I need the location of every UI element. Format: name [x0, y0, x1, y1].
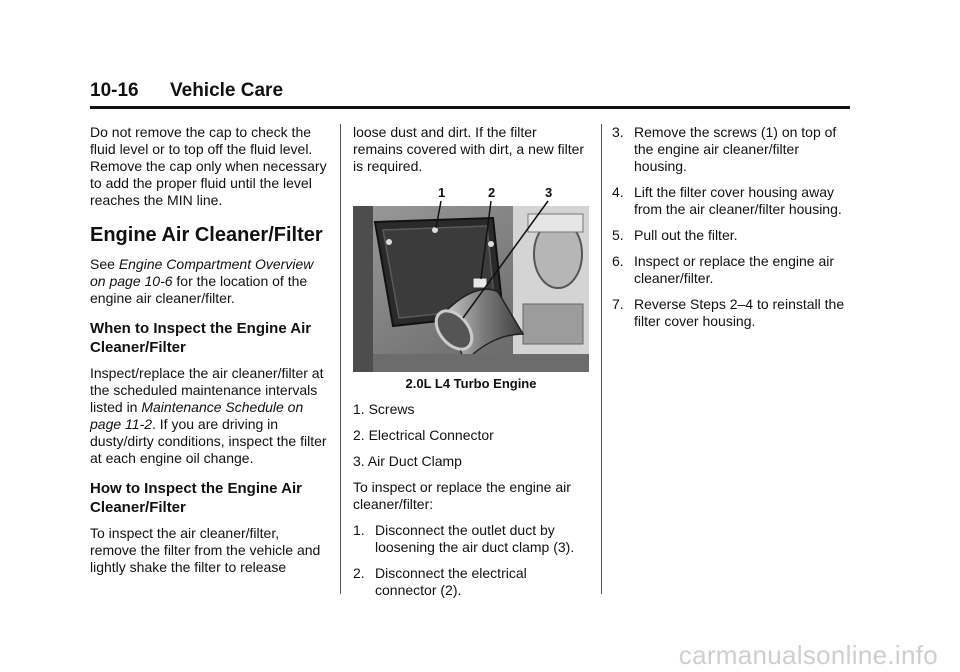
step-text: Lift the filter cover housing away from the air cleaner/filter housing.	[634, 184, 842, 217]
when-prefix: Inspect/replace the air cleaner/filter at the scheduled maintenance intervals listed in	[90, 365, 324, 415]
step-text: Remove the screws (1) on top of the engine air cleaner/filter housing.	[634, 124, 837, 174]
column-1	[90, 124, 328, 585]
when-paragraph	[90, 365, 328, 467]
step-text: Inspect or replace the engine air cleaner/filter.	[634, 253, 835, 286]
intro-paragraph: Do not remove the cap to check the fluid level or to top off the fluid level. Remove the cap only when necessary to add the proper fluid until the level reaches the MIN line.	[90, 124, 327, 208]
subheading-how: How to Inspect the Engine Air Cleaner/Filter	[90, 480, 302, 516]
step-item	[612, 227, 852, 244]
legend-item: 3. Air Duct Clamp	[353, 453, 462, 469]
legend-item: 2. Electrical Connector	[353, 427, 494, 443]
step-text: Reverse Steps 2–4 to reinstall the filter cover housing.	[634, 296, 845, 329]
step-item	[612, 184, 852, 218]
section-heading: Engine Air Cleaner/Filter	[90, 224, 323, 246]
screw	[432, 227, 438, 233]
step-number: 4.	[612, 184, 624, 200]
legend-item: 1. Screws	[353, 401, 415, 417]
column-divider	[601, 124, 602, 594]
step-number: 6.	[612, 253, 624, 269]
step-number: 7.	[612, 296, 624, 312]
see-link[interactable]: Engine Compartment Overview on page 10-6	[90, 256, 314, 289]
see-prefix: See	[90, 256, 119, 272]
column-2	[353, 124, 589, 608]
step-item	[353, 565, 589, 599]
step-item	[612, 124, 852, 175]
step-number: 2.	[353, 565, 365, 581]
page-header	[90, 80, 850, 109]
step-item	[353, 522, 589, 556]
see-suffix: for the location of the engine air cleaner/filter.	[90, 273, 308, 306]
column-divider	[340, 124, 341, 594]
procedure-lead: To inspect or replace the engine air cleaner/filter:	[353, 479, 571, 512]
watermark: carmanualsonline.info	[678, 640, 938, 670]
step-item	[612, 253, 852, 287]
subheading-when: When to Inspect the Engine Air Cleaner/Filter	[90, 320, 312, 356]
step-text: Disconnect the electrical connector (2).	[375, 565, 527, 598]
step-text: Pull out the filter.	[634, 227, 738, 243]
callout-2: 2	[488, 185, 496, 200]
step-number: 1.	[353, 522, 365, 538]
step-text: Disconnect the outlet duct by loosening the air duct clamp (3).	[375, 522, 575, 555]
figure-caption: 2.0L L4 Turbo Engine	[405, 376, 537, 391]
screw	[386, 239, 392, 245]
continued-paragraph: loose dust and dirt. If the filter remains covered with dirt, a new filter is required.	[353, 124, 585, 174]
maintenance-link[interactable]: Maintenance Schedule on page 11-2	[90, 399, 304, 432]
step-number: 3.	[612, 124, 624, 140]
how-paragraph: To inspect the air cleaner/filter, remove the filter from the vehicle and lightly shake the filter to release	[90, 525, 321, 575]
engine-figure	[353, 184, 589, 372]
see-paragraph	[90, 256, 328, 307]
step-item	[612, 296, 852, 330]
section-title: Vehicle Care	[170, 80, 284, 101]
callout-1: 1	[438, 185, 446, 200]
engine-illustration	[353, 184, 589, 372]
page-number: 10-16	[90, 80, 139, 101]
screw	[488, 241, 494, 247]
callout-3: 3	[545, 185, 553, 200]
electrical-connector	[473, 278, 487, 288]
when-suffix: . If you are driving in dusty/dirty conditions, inspect the filter at each engine oil change.	[90, 416, 327, 466]
column-3	[612, 124, 852, 339]
step-number: 5.	[612, 227, 624, 243]
